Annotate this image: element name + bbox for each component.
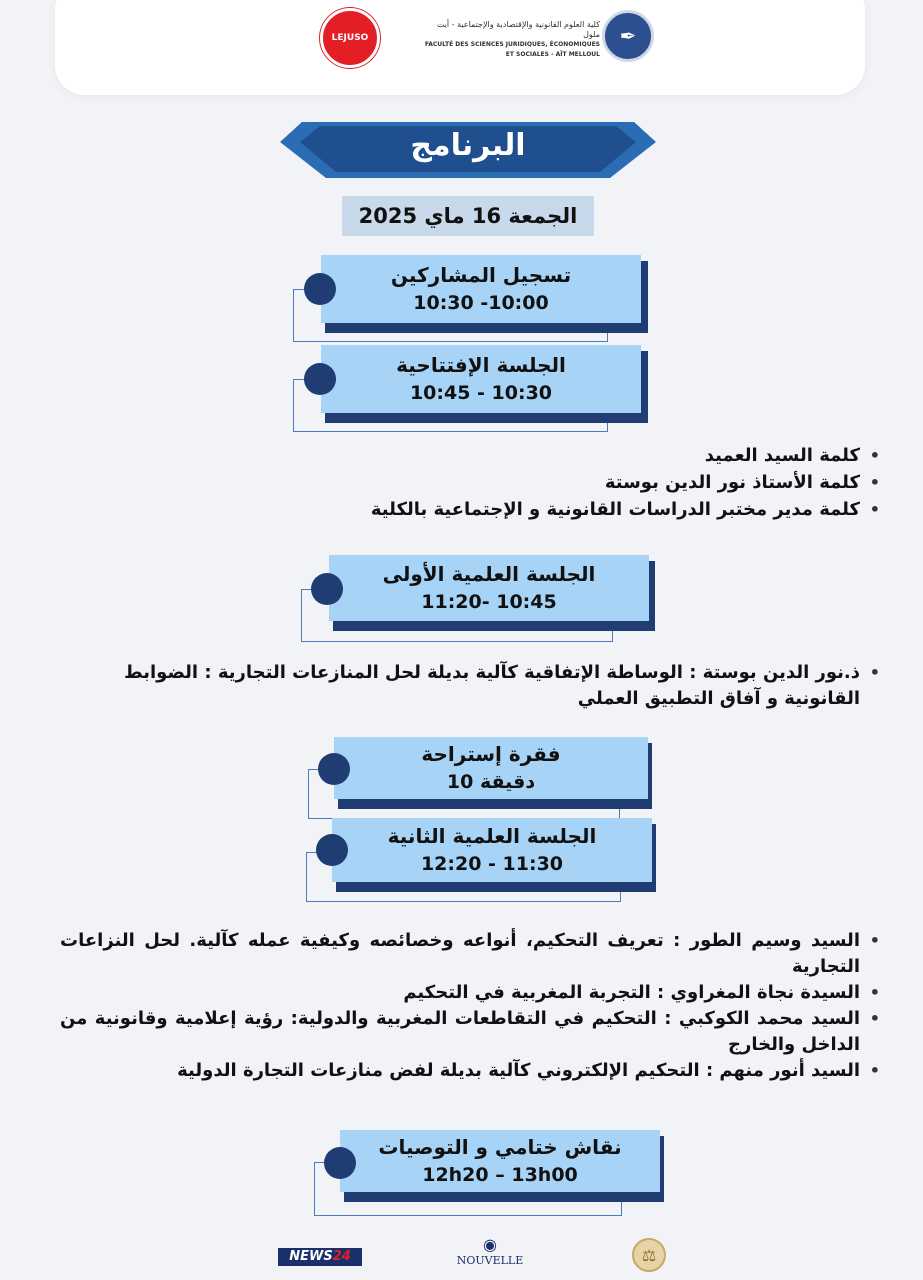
nouvelle-logo — [440, 1236, 540, 1267]
second-session-talks-list — [60, 928, 880, 1084]
lab-logo-text: LEJUSO — [331, 33, 369, 43]
scales-icon: ⚖ — [641, 1245, 657, 1265]
session-bullet-dot — [316, 834, 348, 866]
faculty-logo — [602, 10, 654, 62]
page-title: البرنامج — [410, 128, 526, 163]
list-item: • ذ.نور الدين بوستة : الوساطة الإتفاقية كآلية بديلة لحل المنازعات التجارية : الضوابط القانونية و آفاق التطبيق العملي — [120, 660, 880, 712]
opening-speeches-list — [280, 442, 880, 523]
list-item: • السيد أنور منهم : التحكيم الإلكتروني كآلية بديلة لفض منازعات التجارة الدولية — [60, 1058, 880, 1084]
session-time: 10:45 - 10:30 — [409, 382, 553, 404]
session-title: فقرة إستراحة — [421, 742, 561, 766]
news24-logo — [278, 1248, 362, 1266]
session-title: تسجيل المشاركين — [390, 263, 572, 287]
program-title-banner — [280, 120, 656, 180]
nouvelle-logo-text: NOUVELLE — [456, 1254, 524, 1267]
faculty-emblem-icon: ✒ — [619, 24, 637, 48]
faculty-name-french: FACULTÉ DES SCIENCES JURIDIQUES, ÉCONOMIQUES ET SOCIALES - AÏT MELLOUL — [424, 41, 600, 58]
list-item: • السيد وسيم الطور : تعريف التحكيم، أنواعه وخصائصه وكيفية عمله كآلية. لحل النزاعات التجارية — [60, 928, 880, 980]
event-date: الجمعة 16 ماي 2025 — [342, 196, 594, 236]
session-bullet-dot — [324, 1147, 356, 1179]
session-bullet-dot — [304, 363, 336, 395]
faculty-name — [420, 20, 600, 60]
list-item: • السيد محمد الكوكبي : التحكيم في التقاطعات المغربية والدولية: رؤية إعلامية وقانونية من الداخل والخارج — [60, 1006, 880, 1058]
session-bullet-dot — [304, 273, 336, 305]
session-title: نقاش ختامي و التوصيات — [378, 1135, 622, 1159]
session-time: 12:20 - 11:30 — [420, 853, 564, 875]
session-title: الجلسة العلمية الأولى — [382, 562, 596, 586]
session-time: 10 دقيقة — [446, 771, 536, 793]
session-title: الجلسة الإفتتاحية — [396, 353, 566, 377]
news-logo-text: NEWS — [289, 1249, 333, 1264]
session-registration — [293, 255, 653, 345]
faculty-name-arabic: كلية العلوم القانونية والإقتصادية والإجتماعية - أيت ملول — [436, 20, 600, 39]
session-closing — [314, 1130, 674, 1220]
first-session-talks-list — [120, 660, 880, 712]
session-break — [308, 737, 668, 822]
session-first-scientific — [301, 555, 661, 645]
list-item: • كلمة مدير مختبر الدراسات القانونية و الإجتماعية بالكلية — [280, 496, 880, 523]
list-item: • كلمة الأستاذ نور الدين بوستة — [280, 469, 880, 496]
session-time: 11:20- 10:45 — [421, 591, 557, 613]
session-second-scientific — [306, 818, 666, 908]
list-item: • السيدة نجاة المغراوي : التجربة المغربية في التحكيم — [60, 980, 880, 1006]
list-item: • كلمة السيد العميد — [280, 442, 880, 469]
session-time: 12h20 – 13h00 — [422, 1164, 578, 1186]
session-bullet-dot — [318, 753, 350, 785]
session-opening — [293, 345, 653, 435]
news-logo-number: 24 — [332, 1249, 351, 1264]
justice-seal-logo — [632, 1238, 666, 1272]
session-time: 10:30 -10:00 — [413, 292, 549, 314]
lab-logo — [320, 8, 380, 68]
session-title: الجلسة العلمية الثانية — [387, 824, 597, 848]
session-bullet-dot — [311, 573, 343, 605]
globe-icon: ◉ — [483, 1235, 497, 1254]
